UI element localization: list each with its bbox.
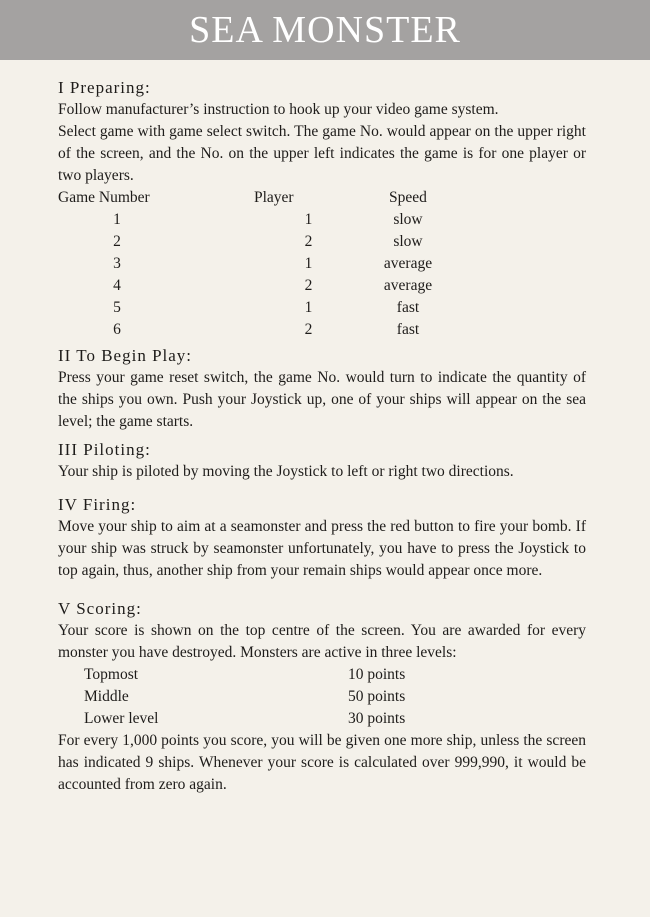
level-points: 50 points (348, 688, 406, 705)
cell-game-number: 6 (113, 321, 121, 338)
cell-game-number: 4 (113, 277, 121, 294)
cell-speed: slow (393, 233, 423, 250)
page-title: SEA MONSTER (189, 9, 461, 51)
firing-paragraph: Move your ship to aim at a seamonster and press the red button to fire your bomb. If your ship was struck by seamonster unfortunately, you have to press the Joystick to top again, thus, another ship from your remain ships would appear once more. (58, 518, 586, 579)
cell-game-number: 1 (113, 211, 121, 228)
cell-game-number: 3 (113, 255, 121, 272)
table-row (84, 686, 405, 708)
cell-speed: fast (396, 321, 420, 338)
section-heading-piloting: III Piloting: (58, 440, 151, 459)
cell-speed: average (383, 255, 433, 272)
cell-player: 2 (304, 321, 313, 338)
manual-content (58, 77, 586, 796)
level-name: Middle (84, 688, 129, 705)
section-heading-begin-play: II To Begin Play: (58, 346, 193, 365)
section-heading-firing: IV Firing: (58, 495, 137, 514)
table-row (58, 231, 453, 253)
game-table (58, 187, 453, 341)
table-row (58, 297, 453, 319)
section-heading-scoring: V Scoring: (58, 599, 142, 618)
section-heading-preparing: I Preparing: (58, 78, 151, 97)
table-row (58, 209, 453, 231)
cell-speed: average (383, 277, 433, 294)
table-row (58, 319, 453, 341)
cell-game-number: 5 (113, 299, 121, 316)
piloting-paragraph: Your ship is piloted by moving the Joystick to left or right two directions. (58, 463, 514, 480)
cell-speed: fast (396, 299, 420, 316)
table-row (84, 708, 405, 730)
preparing-paragraph-1: Follow manufacturer’s instruction to hook up your video game system. (58, 101, 499, 118)
preparing-paragraph-2: Select game with game select switch. The game No. would appear on the upper right of the screen, and the No. on the upper left indicates the game is for one player or two players. (58, 123, 586, 184)
scoring-paragraph-2: For every 1,000 points you score, you will be given one more ship, unless the screen has indicated 9 ships. Whenever your score is calculated over 999,990, it would be accounted from zero again. (58, 732, 586, 793)
cell-speed: slow (393, 211, 423, 228)
cell-player: 2 (304, 233, 313, 250)
scoring-paragraph-1: Your score is shown on the top centre of the screen. You are awarded for every monster you have destroyed. Monsters are active in three levels: (58, 622, 586, 661)
begin-play-paragraph: Press your game reset switch, the game No. would turn to indicate the quantity of the ships you own. Push your Joystick up, one of your ships will appear on the sea level; the game starts. (58, 369, 586, 430)
col-header-player: Player (254, 189, 294, 206)
cell-player: 2 (304, 277, 313, 294)
col-header-speed: Speed (389, 189, 427, 206)
level-name: Lower level (84, 710, 159, 727)
cell-player: 1 (304, 211, 313, 228)
cell-player: 1 (304, 255, 313, 272)
table-row (58, 253, 453, 275)
cell-player: 1 (304, 299, 313, 316)
game-table-header (58, 187, 453, 209)
score-levels-table (84, 664, 405, 730)
title-banner (0, 0, 650, 60)
level-name: Topmost (84, 666, 139, 683)
level-points: 30 points (348, 710, 406, 727)
table-row (58, 275, 453, 297)
table-row (84, 664, 405, 686)
level-points: 10 points (348, 666, 406, 683)
col-header-game-number: Game Number (58, 189, 150, 206)
cell-game-number: 2 (113, 233, 121, 250)
